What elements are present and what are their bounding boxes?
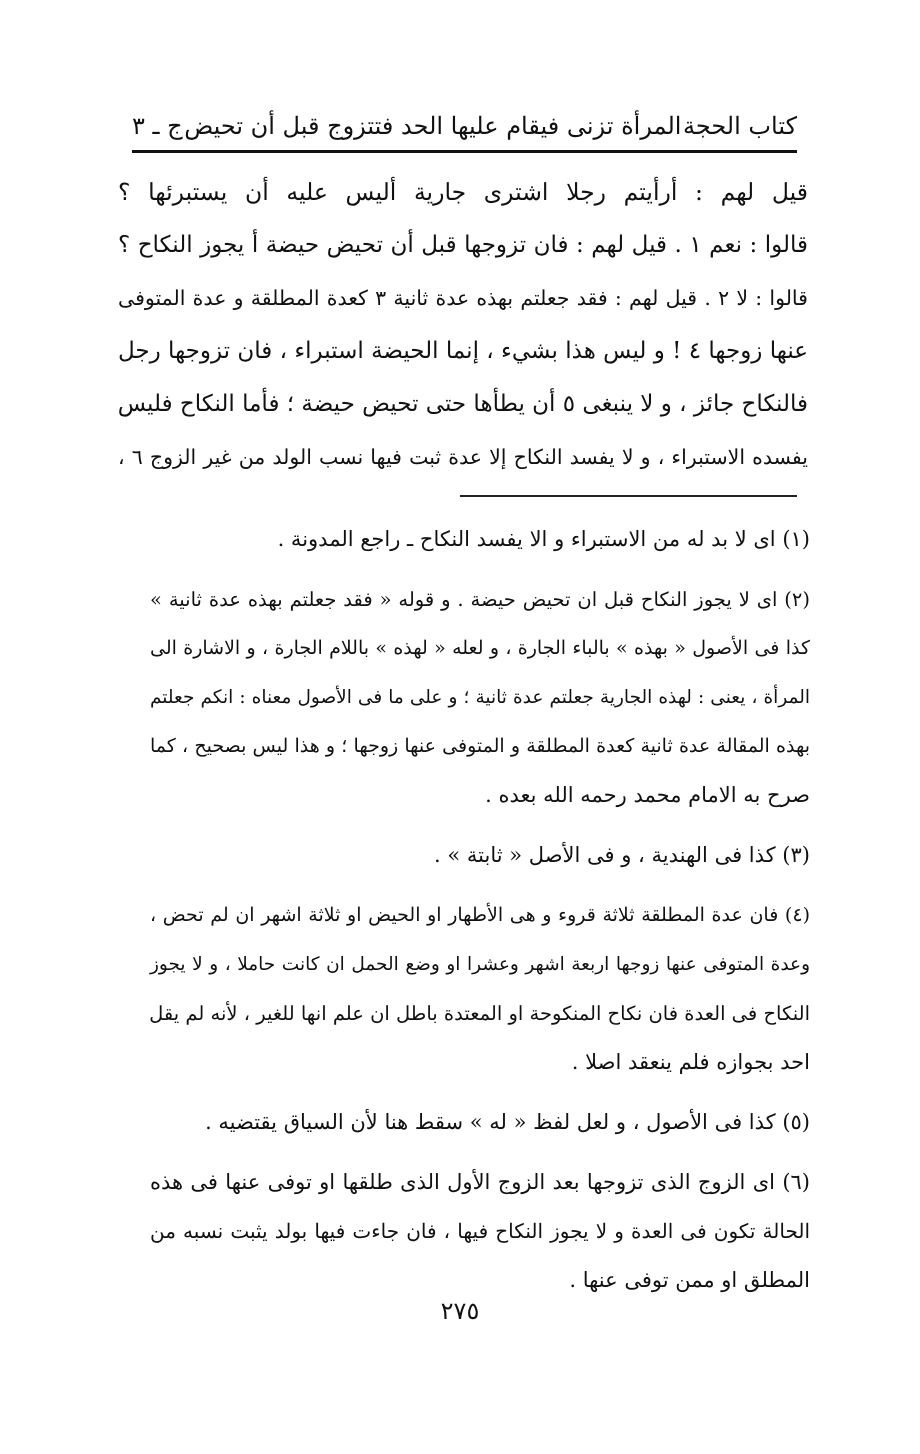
footnote-separator bbox=[460, 495, 797, 497]
header-book-title: كتاب الحجة bbox=[682, 112, 797, 140]
footnote-4 bbox=[150, 891, 810, 1087]
header-volume: ج ـ ٣ bbox=[132, 112, 183, 140]
body-line: قالوا : نعم ١ . قيل لهم : فان تزوجها قبل أن تحيض حيضة أ يجوز النكاح ؟ bbox=[118, 232, 808, 258]
footnote-line: الحالة تكون فى العدة و لا يجوز النكاح فيها ، فان جاءت فيها بولد يثبت نسبه من bbox=[150, 1219, 810, 1243]
footnote-line: (١) اى لا بد له من الاستبراء و الا يفسد النكاح ـ راجع المدونة . bbox=[277, 527, 810, 551]
body-line: يفسده الاستبراء ، و لا يفسد النكاح إلا عدة ثبت فيها نسب الولد من غير الزوج ٦ ، bbox=[118, 445, 808, 469]
footnotes bbox=[150, 515, 810, 1305]
footnote-line: (٤) فان عدة المطلقة ثلاثة قروء و هى الأطهار او الحيض او ثلاثة اشهر ان لم تحض ، bbox=[150, 904, 810, 926]
footnote-line: (٢) اى لا يجوز النكاح قبل ان تحيض حيضة . و قوله « فقد جعلتم بهذه عدة ثانية » bbox=[150, 588, 810, 611]
footnote-line: (٥) كذا فى الأصول ، و لعل لفظ « له » سقط هنا لأن السياق يقتضيه . bbox=[205, 1110, 810, 1134]
footnote-line: (٣) كذا فى الهندية ، و فى الأصل « ثابتة » . bbox=[434, 843, 810, 867]
footnote-line: صرح به الامام محمد رحمه الله بعده . bbox=[485, 783, 810, 807]
main-text bbox=[118, 166, 808, 484]
footnote-line: احد بجوازه فلم ينعقد اصلا . bbox=[571, 1050, 810, 1074]
body-line: قيل لهم : أرأيتم رجلا اشترى جارية أليس عليه أن يستبرئها ؟ bbox=[118, 178, 808, 206]
body-line: فالنكاح جائز ، و لا ينبغى ٥ أن يطأها حتى تحيض حيضة ؛ فأما النكاح فليس bbox=[117, 391, 808, 417]
header-rule bbox=[132, 150, 797, 153]
running-header bbox=[132, 104, 797, 148]
footnote-3 bbox=[150, 831, 810, 880]
header-chapter-title: المرأة تزنى فيقام عليها الحد فتتزوج قبل أن تحيض bbox=[184, 112, 682, 140]
footnote-line: بهذه المقالة عدة ثانية كعدة المطلقة و المتوفى عنها زوجها ؛ و هذا ليس بصحيح ، كما bbox=[150, 735, 810, 757]
footnote-1 bbox=[150, 515, 810, 564]
footnote-line: كذا فى الأصول « بهذه » بالباء الجارة ، و لعله « لهذه » باللام الجارة ، و الاشارة الى bbox=[150, 637, 810, 659]
footnote-line: المرأة ، يعنى : لهذه الجارية جعلتم عدة ثانية ؛ و على ما فى الأصول معناه : انكم جعلتم bbox=[150, 687, 810, 708]
footnote-2 bbox=[150, 575, 810, 820]
footnote-line: المطلق او ممن توفى عنها . bbox=[569, 1268, 810, 1292]
body-line: عنها زوجها ٤ ! و ليس هذا بشيء ، إنما الحيضة استبراء ، فان تزوجها رجل bbox=[118, 338, 809, 364]
body-line: قالوا : لا ٢ . قيل لهم : فقد جعلتم بهذه عدة ثانية ٣ كعدة المطلقة و عدة المتوفى bbox=[118, 286, 808, 310]
footnote-5 bbox=[150, 1098, 810, 1147]
page-number: ٢٧٥ bbox=[440, 1297, 480, 1325]
footnote-line: (٦) اى الزوج الذى تزوجها بعد الزوج الأول الذى طلقها او توفى عنها فى هذه bbox=[150, 1170, 810, 1194]
footnote-line: وعدة المتوفى عنها زوجها اربعة اشهر وعشرا او وضع الحمل ان كانت حاملا ، و لا يجوز bbox=[150, 954, 810, 975]
footnote-6 bbox=[150, 1158, 810, 1305]
footnote-line: النكاح فى العدة فان نكاح المنكوحة او المعتدة باطل ان علم انها للغير ، لأنه لم يقل bbox=[149, 1002, 810, 1025]
